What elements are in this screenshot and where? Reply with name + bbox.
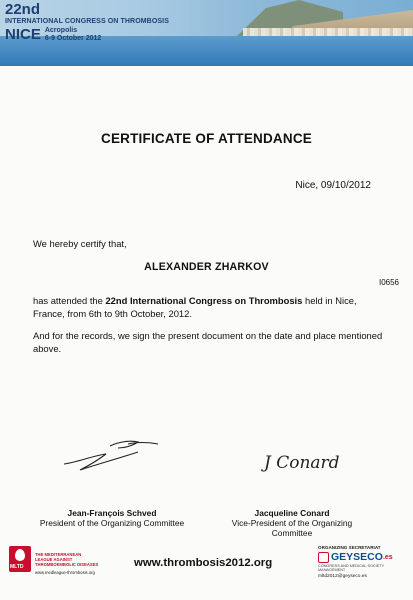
league-name: THE MEDITERRANEAN LEAGUE AGAINST THROMBOEMBOLIC DISEASES — [35, 552, 99, 567]
geyseco-email: mltd2012@geyseco.es — [318, 574, 367, 579]
geyseco-mark-icon — [318, 552, 329, 563]
signer-vice-president-name: Jacqueline Conard — [254, 508, 330, 518]
signature-conard — [260, 446, 355, 476]
signer-vice-president — [212, 508, 372, 538]
congress-banner — [0, 0, 413, 66]
banner-edition: 22nd — [5, 1, 41, 18]
closing-statement: And for the records, we sign the present document on the date and place mentioned above. — [33, 330, 383, 354]
signer-vice-president-role: Vice-President of the Organizing Committee — [231, 518, 353, 538]
banner-text — [5, 2, 169, 43]
attended-post: held in Nice, France, from 6th to 9th October, 2012. — [33, 295, 357, 319]
certify-line: We hereby certify that, — [33, 238, 127, 249]
certificate-title: CERTIFICATE OF ATTENDANCE — [101, 131, 312, 146]
banner-city-name: NICE — [5, 26, 41, 43]
geyseco-tld: .es — [382, 553, 393, 561]
reference-number: I0656 — [378, 278, 399, 287]
banner-dates: 6-9 October 2012 — [44, 35, 102, 42]
secretariat-label: ORGANIZING SECRETARIAT — [318, 545, 381, 550]
attended-event: 22nd International Congress on Thrombosis — [105, 295, 303, 306]
secretariat-block — [318, 545, 410, 589]
attendance-statement — [33, 294, 383, 320]
signer-president-role: President of the Organizing Committee — [39, 518, 185, 528]
geyseco-logo — [318, 551, 410, 563]
signature-conard-text: J Conard — [264, 453, 340, 473]
congress-website[interactable]: www.thrombosis2012.org — [134, 557, 273, 569]
mltd-logo — [9, 546, 31, 572]
signature-schved — [58, 434, 168, 474]
banner-venue: Acropolis — [44, 27, 78, 34]
place-date: Nice, 09/10/2012 — [295, 180, 371, 191]
attendee-name: ALEXANDER ZHARKOV — [144, 261, 269, 273]
drop-icon — [15, 549, 25, 561]
signer-president-name: Jean-François Schved — [67, 508, 157, 518]
geyseco-tagline: CONGRESS AND MEDICAL SOCIETY MANAGEMENT — [318, 564, 385, 572]
mltd-logo-text: MLTD — [10, 564, 24, 570]
league-logo-block — [9, 546, 99, 584]
geyseco-name: GEYSECO — [331, 551, 383, 563]
attended-pre: has attended the — [33, 295, 106, 306]
league-site: www.medleague-thrombosis.org — [35, 570, 95, 575]
banner-congress: INTERNATIONAL CONGRESS ON THROMBOSIS — [5, 18, 169, 25]
signer-president — [36, 508, 188, 528]
